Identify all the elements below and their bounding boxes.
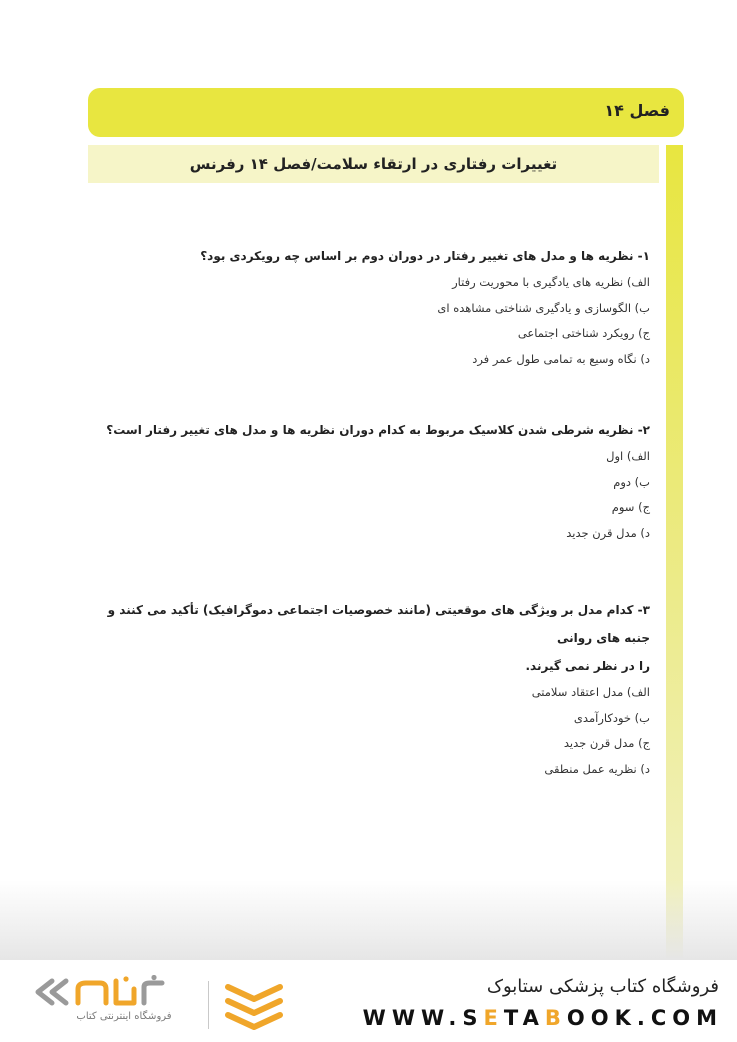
store-name: فروشگاه کتاب پزشکی ستابوک [486,976,719,997]
url-part: WWW.S [362,1006,484,1030]
chapter-title: فصل ۱۴ [604,101,670,120]
chapter-header-bar [88,88,684,137]
question-block-2 [80,416,650,546]
question-text-line-2: را در نظر نمی گیرند. [525,659,650,673]
store-url[interactable] [363,1006,723,1030]
option: د) مدل قرن جدید [566,525,650,540]
option: ج) سوم [611,500,650,514]
question-block-3 [80,596,650,782]
url-accent: E [483,1006,504,1030]
url-part: TA [503,1006,545,1030]
url-accent: B [544,1006,567,1030]
option: ج) مدل قرن جدید [563,736,650,750]
chapter-subtitle: تغییرات رفتاری در ارتقاء سلامت/فصل ۱۴ رفرنس [189,155,558,173]
url-part: OOK.COM [566,1006,723,1030]
logo-divider [208,981,209,1029]
option: ب) دوم [613,474,650,489]
option: د) نظریه عمل منطقی [544,761,650,776]
setabook-logo [30,975,290,1035]
logo-caption: فروشگاه اینترنتی کتاب [76,1011,172,1022]
option: الف) نظریه های یادگیری با محوریت رفتار [452,275,650,289]
logo-wordmark-icon [30,975,200,1009]
option: ج) رویکرد شناختی اجتماعی [517,326,650,340]
option: الف) اول [606,449,650,463]
option: ب) الگوسازی و یادگیری شناختی مشاهده ای [437,300,650,315]
footer-shadow [0,880,737,960]
subtitle-box [88,145,659,183]
question-text: ۱- نظریه ها و مدل های تغییر رفتار در دوران دوم بر اساس چه رویکردی بود؟ [200,249,650,263]
question-text: ۲- نظریه شرطی شدن کلاسیک مربوط به کدام دوران نظریه ها و مدل های تغییر رفتار است؟ [106,423,650,437]
question-block-1 [80,242,650,372]
option: د) نگاه وسیع به تمامی طول عمر فرد [472,351,650,366]
option: الف) مدل اعتقاد سلامتی [531,685,650,699]
question-text-line-1: ۳- کدام مدل بر ویژگی های موقعیتی (مانند خصوصیات اجتماعی دموگرافیک) تأکید می کنند و جنبه های روانی [107,603,650,645]
book-stack-icon [222,979,286,1031]
option: ب) خودکارآمدی [573,710,650,725]
side-decoration-strip [666,145,683,960]
